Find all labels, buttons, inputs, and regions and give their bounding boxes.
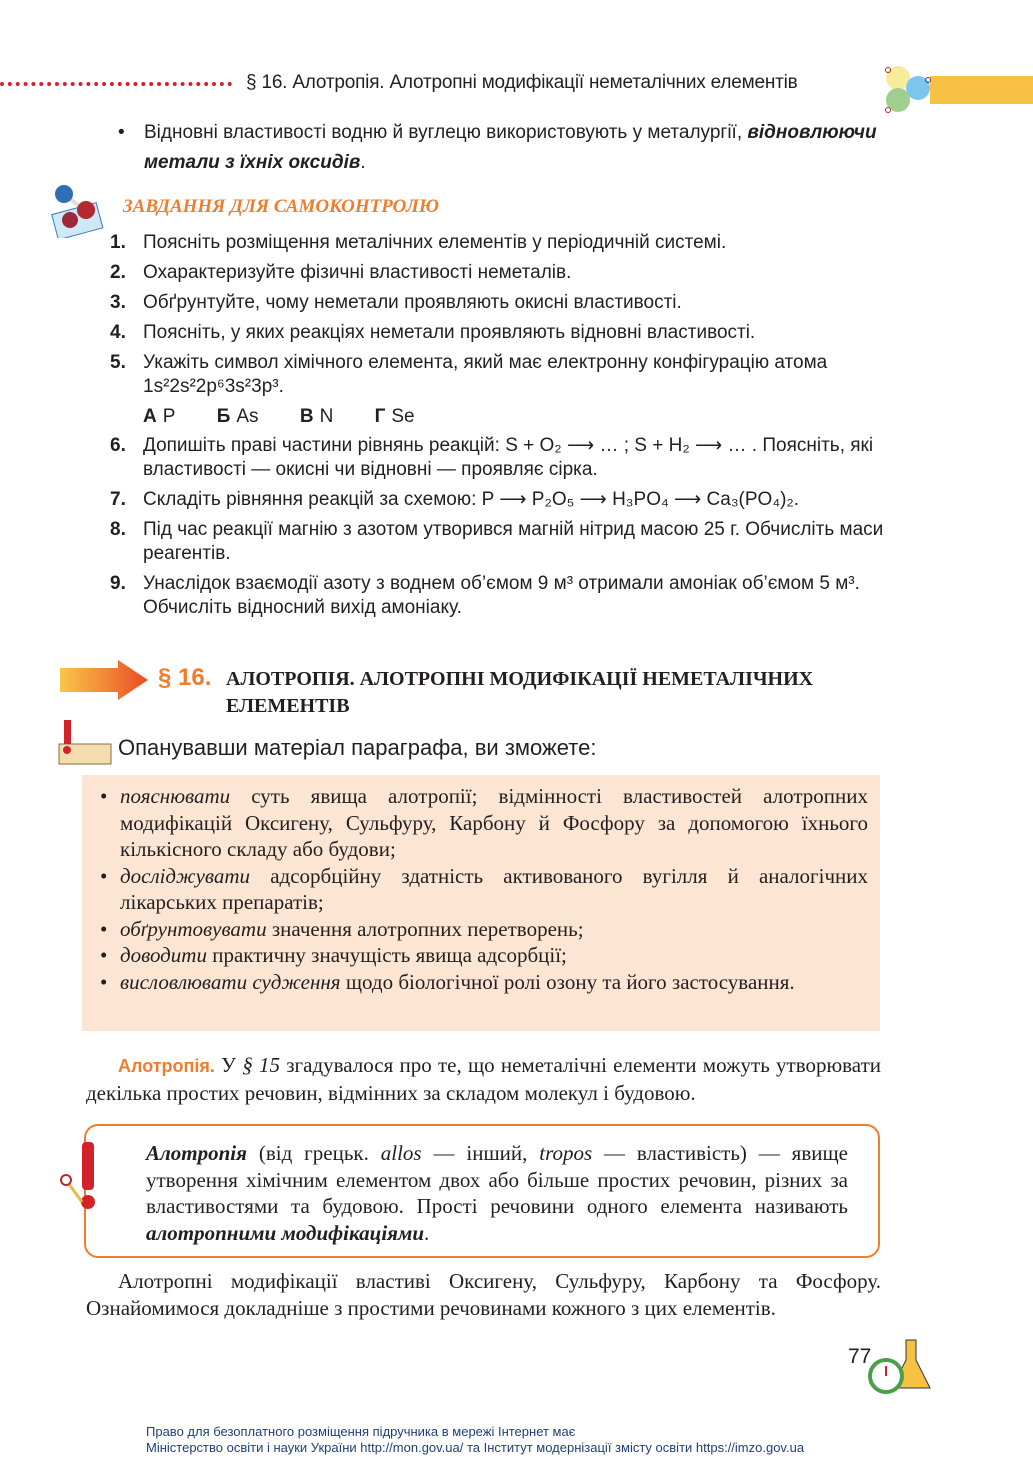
- goals-lead: Опанувавши матеріал параграфа, ви зможете:: [118, 735, 597, 760]
- definition-box: Алотропія (від грецьк. allos — інший, tropos — властивість) — явище утворення хімічним елементом двох або більше простих речовин, різних за властивостями та будовою. Прості речовини одного елемента називають алотропними модифікаціями.: [84, 1124, 880, 1258]
- footer: Право для безоплатного розміщення підручника в мережі Інтернет має Міністерство освіти і науки України http://mon.gov.ua/ та Інститут модернізації змісту освіти https://imzo.gov.ua: [146, 1424, 805, 1455]
- intro-bullet: • Відновні властивості водню й вуглецю використовують у металургії, відновлюючи метали з їхніх оксидів.: [118, 122, 877, 173]
- page-number: 77: [848, 1345, 872, 1368]
- self-control-icon: [48, 180, 116, 238]
- definition-attention-icon: [52, 1140, 112, 1222]
- section-arrow-icon: [58, 660, 150, 702]
- task-3: 3. Обґрунтуйте, чому неметали проявляють окисні властивості.: [110, 292, 682, 313]
- goal-item: • досліджувати адсорбційну здатність активованого вугілля й аналогічних лікарських препаратів;: [120, 863, 868, 916]
- self-control-title: ЗАВДАННЯ ДЛЯ САМОКОНТРОЛЮ: [123, 196, 439, 217]
- goal-item: • висловлювати судження щодо біологічної ролі озону та його застосування.: [120, 969, 868, 996]
- goals-box: [82, 775, 880, 1031]
- goal-item: • доводити практичну значущість явища адсорбції;: [120, 942, 868, 969]
- running-head: § 16. Алотропія. Алотропні модифікації неметалічних елементів: [246, 72, 798, 93]
- molecule-icon: [880, 60, 936, 116]
- task-2: 2. Охарактеризуйте фізичні властивості неметалів.: [110, 262, 572, 283]
- task-7: 7. Складіть рівняння реакцій за схемою: P ⟶ P₂O₅ ⟶ H₃PO₄ ⟶ Ca₃(PO₄)₂.: [110, 489, 800, 510]
- task-1: 1. Поясніть розміщення металічних елементів у періодичній системі.: [110, 232, 727, 253]
- section-number: § 16.: [158, 664, 212, 691]
- task-9: 9. Унаслідок взаємодії азоту з воднем об’ємом 9 м³ отримали амоніак об’ємом 5 м³. Обчисліть відносний вихід амоніаку.: [110, 573, 860, 618]
- task-6: 6. Допишіть праві частини рівнянь реакцій: S + O₂ ⟶ … ; S + H₂ ⟶ … . Поясніть, які властивості — окисні чи відновні — проявляє сірка.: [110, 435, 874, 480]
- task-8: 8. Під час реакції магнію з азотом утворився магній нітрид масою 25 г. Обчисліть маси реагентів.: [110, 519, 884, 564]
- header-band: [930, 76, 1033, 104]
- section-title: АЛОТРОПІЯ. АЛОТРОПНІ МОДИФІКАЦІЇ НЕМЕТАЛІЧНИХ ЕЛЕМЕНТІВ: [226, 668, 814, 717]
- allotropy-paragraph: Алотропія. У § 15 згадувалося про те, що неметалічні елементи можуть утворювати декілька простих речовин, відмінних за складом молекул і будовою.: [86, 1053, 882, 1105]
- book-attention-icon: [55, 720, 115, 768]
- goal-item: • пояснювати суть явища алотропії; відмінності властивостей алотропних модифікацій Оксигену, Сульфуру, Карбону й Фосфору за допомогою їхнього кількісного складу або будови;: [120, 783, 868, 863]
- dotted-rule: [0, 82, 232, 86]
- goal-item: • обґрунтовувати значення алотропних перетворень;: [120, 916, 868, 943]
- closing-paragraph: Алотропні модифікації властиві Оксигену, Сульфуру, Карбону та Фосфору. Ознайомимося докладніше з простими речовинами кожного з цих елементів.: [86, 1269, 881, 1320]
- task-5-options: А P Б As В N Г Se: [143, 406, 415, 427]
- flask-clock-icon: [864, 1336, 934, 1394]
- task-5: 5. Укажіть символ хімічного елемента, який має електронну конфігурацію атома 1s²2s²2p⁶3s²3p³.: [110, 352, 828, 397]
- task-4: 4. Поясніть, у яких реакціях неметали проявляють відновні властивості.: [110, 322, 756, 343]
